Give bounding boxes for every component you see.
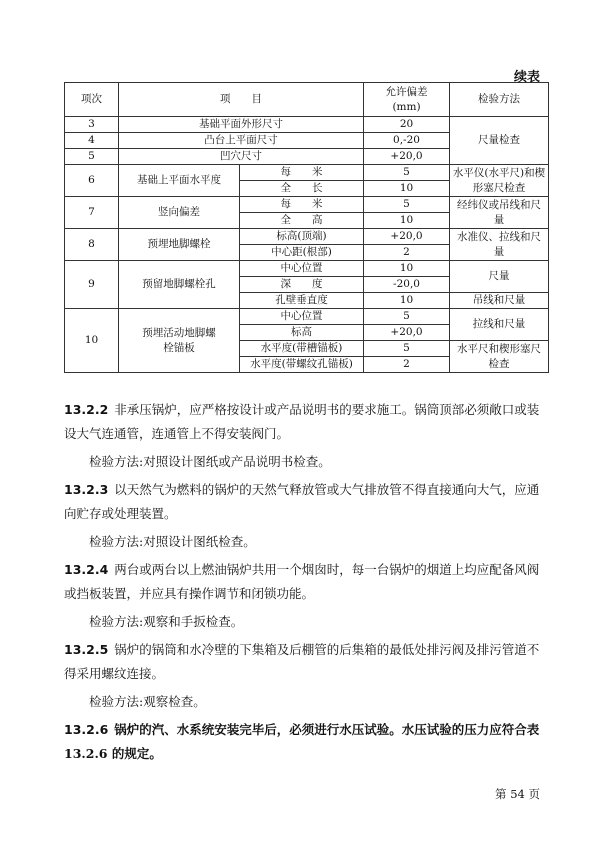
row-method: 尺量: [450, 261, 549, 293]
inspection-method: 检验方法:对照设计图纸或产品说明书检查。: [89, 454, 331, 469]
row-item: 预埋活动地脚螺栓锚板: [119, 309, 240, 373]
row-method: 水平仪(水平尺)和楔形塞尺检查: [450, 165, 549, 197]
row-tolerance: 5: [364, 165, 450, 181]
header-tolerance: 允许偏差 (mm): [364, 83, 450, 117]
row-tolerance: 10: [364, 213, 450, 229]
row-subitem: 中心距(根部): [240, 245, 364, 261]
header-method: 检验方法: [450, 83, 549, 117]
inspection-method: 检验方法:观察检查。: [89, 694, 206, 709]
row-no: 8: [65, 229, 119, 261]
row-item: 竖向偏差: [119, 197, 240, 229]
row-subitem: 标高(顶端): [240, 229, 364, 245]
table-row: [65, 165, 549, 181]
row-subitem: 标高: [240, 325, 364, 341]
row-tolerance: +20,0: [364, 149, 450, 165]
row-tolerance: -20,0: [364, 277, 450, 293]
row-tolerance: +20,0: [364, 229, 450, 245]
row-method: 水平尺和楔形塞尺检查: [450, 341, 549, 373]
row-subitem: 中心位置: [240, 261, 364, 277]
clause-13-2-2: [64, 398, 550, 446]
row-tolerance: 5: [364, 341, 450, 357]
row-tolerance: 5: [364, 309, 450, 325]
row-method: 拉线和尺量: [450, 309, 549, 341]
row-no: 6: [65, 165, 119, 197]
row-item: 基础平面外形尺寸: [119, 117, 364, 133]
clause-number: 13.2.5: [64, 642, 109, 657]
row-subitem: 深 度: [240, 277, 364, 293]
continued-table-label: 续表: [513, 70, 540, 85]
row-no: 10: [65, 309, 119, 373]
row-no: 5: [65, 149, 119, 165]
clause-text: 锅炉的汽、水系统安装完毕后，必须进行水压试验。水压试验的压力应符合表 13.2.6 的规定。: [64, 722, 540, 761]
row-tolerance: 10: [364, 261, 450, 277]
row-no: 7: [65, 197, 119, 229]
row-method: 吊线和尺量: [450, 293, 549, 309]
row-subitem: 水平度(带螺纹孔锚板): [240, 357, 364, 373]
inspection-method: 检验方法:观察和手扳检查。: [89, 614, 244, 629]
table-row: [65, 261, 549, 277]
clause-13-2-3: [64, 478, 550, 526]
clause-number: 13.2.6: [64, 722, 109, 737]
clause-number: 13.2.2: [64, 402, 109, 417]
row-subitem: 全 长: [240, 181, 364, 197]
row-no: 9: [65, 261, 119, 309]
row-tolerance: 20: [364, 117, 450, 133]
row-item: 基础上平面水平度: [119, 165, 240, 197]
row-subitem: 每 米: [240, 197, 364, 213]
row-no: 3: [65, 117, 119, 133]
row-tolerance: 2: [364, 245, 450, 261]
row-method: 尺量检查: [450, 117, 549, 165]
clause-13-2-5: [64, 638, 550, 686]
clause-list: [64, 398, 550, 770]
page-number: 第 54 页: [495, 787, 540, 801]
clause-number: 13.2.4: [64, 562, 109, 577]
row-item: 凸台上平面尺寸: [119, 133, 364, 149]
row-subitem: 孔壁垂直度: [240, 293, 364, 309]
table-row: [65, 309, 549, 325]
header-item: 项 目: [119, 83, 364, 117]
row-item: 预留地脚螺栓孔: [119, 261, 240, 309]
header-no: 项次: [65, 83, 119, 117]
clause-text: 锅炉的锅筒和水冷壁的下集箱及后棚管的后集箱的最低处排污阀及排污管道不得采用螺纹连接。: [64, 642, 540, 681]
row-tolerance: 10: [364, 181, 450, 197]
table-header-row: [65, 83, 549, 117]
inspection-method: 检验方法:对照设计图纸检查。: [89, 534, 256, 549]
row-subitem: 每 米: [240, 165, 364, 181]
row-subitem: 全 高: [240, 213, 364, 229]
row-method: 经纬仪或吊线和尺量: [450, 197, 549, 229]
table-row: [65, 197, 549, 213]
row-item: 凹穴尺寸: [119, 149, 364, 165]
row-subitem: 中心位置: [240, 309, 364, 325]
row-tolerance: 2: [364, 357, 450, 373]
clause-text: 以天然气为燃料的锅炉的天然气释放管或大气排放管不得直接通向大气，应通向贮存或处理装置。: [64, 482, 540, 521]
clause-text: 两台或两台以上燃油锅炉共用一个烟囱时，每一台锅炉的烟道上均应配备风阀或挡板装置，并应具有操作调节和闭锁功能。: [64, 562, 540, 601]
clause-number: 13.2.3: [64, 482, 109, 497]
row-item: 预埋地脚螺栓: [119, 229, 240, 261]
clause-13-2-4: [64, 558, 550, 606]
clause-13-2-6: [64, 718, 550, 766]
row-tolerance: +20,0: [364, 325, 450, 341]
row-subitem: 水平度(带槽锚板): [240, 341, 364, 357]
tolerance-table: [64, 82, 549, 373]
row-tolerance: 5: [364, 197, 450, 213]
table-row: [65, 229, 549, 245]
table-row: [65, 117, 549, 133]
row-no: 4: [65, 133, 119, 149]
clause-text: 非承压锅炉，应严格按设计或产品说明书的要求施工。锅筒顶部必须敞口或装设大气连通管，连通管上不得安装阀门。: [64, 402, 540, 441]
row-tolerance: 10: [364, 293, 450, 309]
row-tolerance: 0,-20: [364, 133, 450, 149]
row-method: 水准仪、拉线和尺量: [450, 229, 549, 261]
